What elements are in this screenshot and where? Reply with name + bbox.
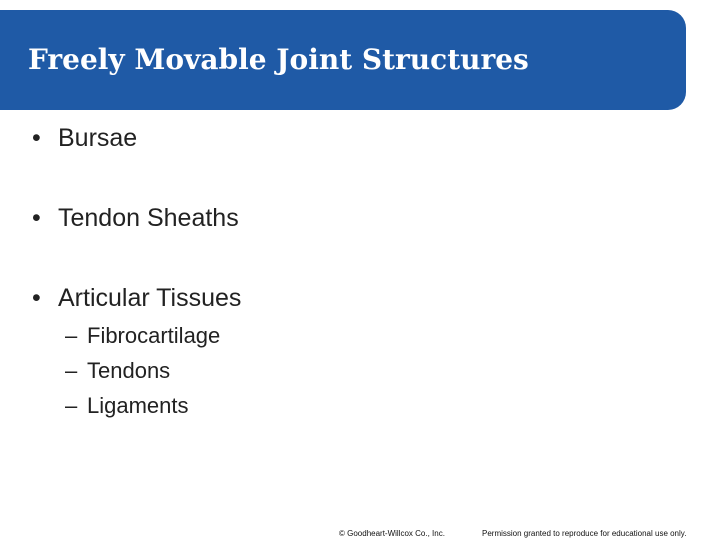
footer-permission: Permission granted to reproduce for educational use only. xyxy=(482,529,687,538)
slide-title: Freely Movable Joint Structures xyxy=(28,43,529,76)
bullet-text: Tendon Sheaths xyxy=(58,204,239,232)
sub-bullet-item xyxy=(65,358,170,384)
sub-bullet-marker: – xyxy=(65,323,78,348)
bullet-item xyxy=(32,204,239,233)
bullet-marker: • xyxy=(32,124,41,152)
sub-bullet-text: Ligaments xyxy=(87,393,189,418)
sub-bullet-item xyxy=(65,323,220,349)
bullet-item xyxy=(32,284,241,313)
sub-bullet-marker: – xyxy=(65,358,78,383)
sub-bullet-item xyxy=(65,393,189,419)
bullet-text: Bursae xyxy=(58,124,138,152)
sub-bullet-marker: – xyxy=(65,393,78,418)
sub-bullet-text: Tendons xyxy=(87,358,171,383)
sub-bullet-text: Fibrocartilage xyxy=(87,323,221,348)
bullet-text: Articular Tissues xyxy=(58,284,242,312)
bullet-marker: • xyxy=(32,204,41,232)
bullet-marker: • xyxy=(32,284,41,312)
bullet-item xyxy=(32,124,137,153)
footer-copyright: © Goodheart-Willcox Co., Inc. xyxy=(339,529,445,538)
